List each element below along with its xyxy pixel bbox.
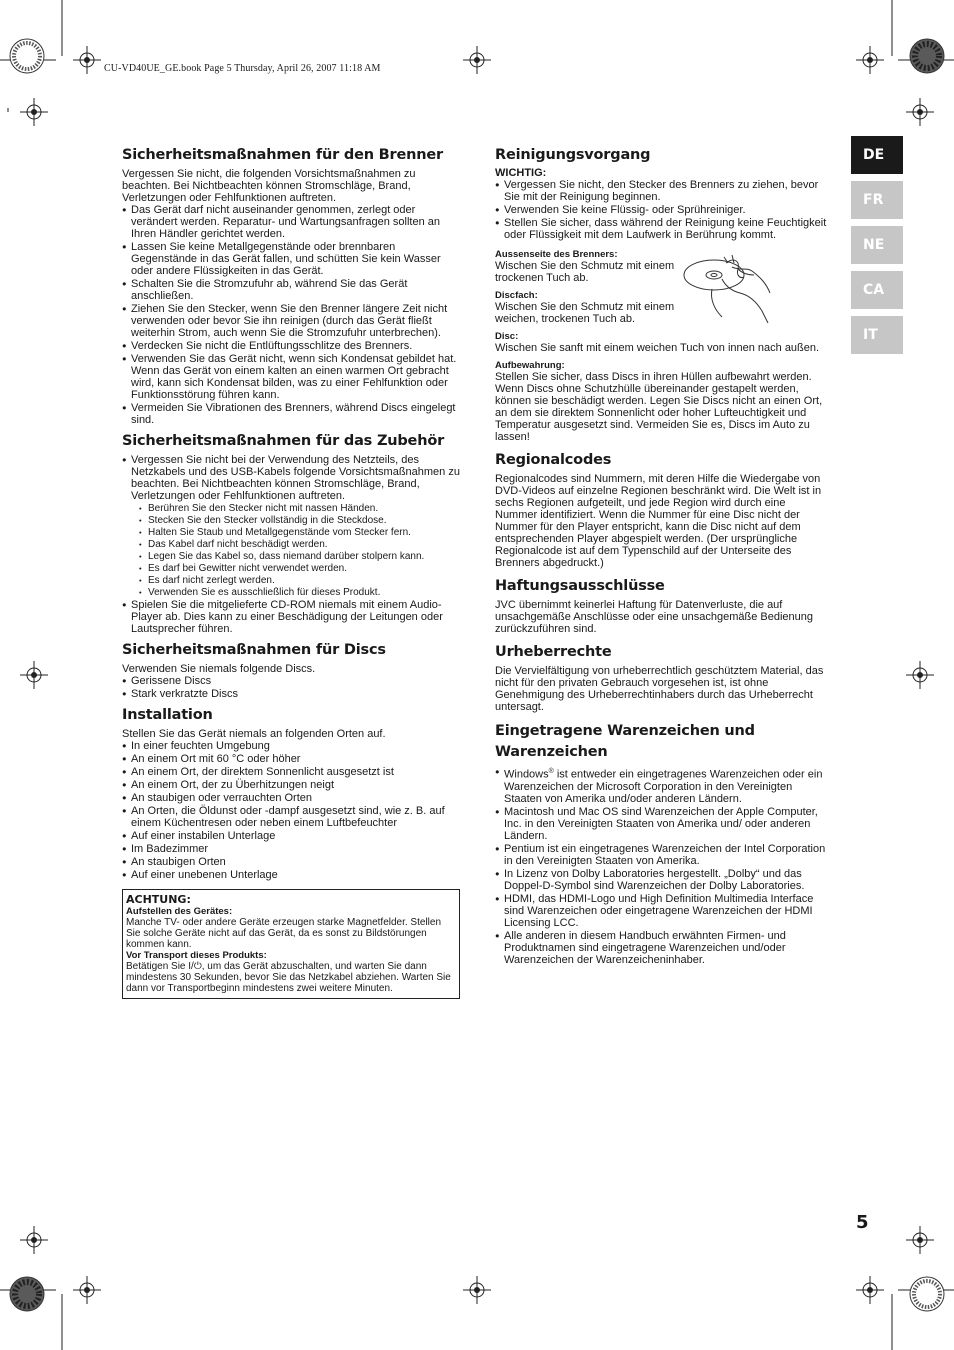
section-region-codes — [495, 451, 830, 569]
left-column — [122, 146, 460, 999]
sub-item: • Es darf bei Gewitter nicht verwendet werden. — [139, 563, 460, 574]
list-item: ● Ziehen Sie den Stecker, wenn Sie den Brenner längere Zeit nicht verwenden oder bevor Sie ihn reinigen (durch das Gerät fließt weiterhin Strom, auch wenn Sie die Stromzufuhr unterbrechen). — [122, 303, 460, 339]
list-item: ● An staubigen oder verrauchten Orten — [122, 792, 460, 804]
list-item: ● Im Badezimmer — [122, 843, 460, 855]
page-number: 5 — [856, 1212, 869, 1233]
list-item: ● Stark verkratzte Discs — [122, 688, 460, 700]
registered-mark: ® — [548, 768, 554, 775]
list-item: ● Verwenden Sie das Gerät nicht, wenn sich Kondensat gebildet hat. Wenn das Gerät von einem kalten an einen warmen Ort gebracht wird, kann sich Kondensat bilden, was zu einer Fehlfunktion oder Funktionsstörung führen kann. — [122, 353, 460, 401]
care-text: Wischen Sie sanft mit einem weichen Tuch von innen nach außen. — [495, 342, 820, 354]
tab-it[interactable]: IT — [851, 316, 903, 354]
caution-box — [122, 889, 460, 999]
sub-item: • Berühren Sie den Stecker nicht mit nassen Händen. — [139, 503, 460, 514]
important-label: WICHTIG: — [495, 167, 547, 179]
list-item: ● An Orten, die Öldunst oder -dampf ausgesetzt sind, wie z. B. auf einem Küchentresen oder neben einem Luftbefeuchter — [122, 805, 460, 829]
section-title: Installation — [122, 707, 213, 723]
intro-text: Verwenden Sie niemals folgende Discs. — [122, 663, 316, 675]
caution-subtitle: Aufstellen des Gerätes: — [126, 906, 233, 917]
list-item: ● Vermeiden Sie Vibrationen des Brenners, während Discs eingelegt sind. — [122, 402, 460, 426]
bullet-list — [495, 179, 830, 241]
caution-title: ACHTUNG: — [126, 893, 191, 906]
list-item: ● Stellen Sie sicher, dass während der Reinigung keine Feuchtigkeit oder Flüssigkeit mit dem Laufwerk in Berührung kommt. — [495, 217, 830, 241]
list-item: ● Verdecken Sie nicht die Entlüftungsschlitze des Brenners. — [122, 340, 460, 352]
body-text: JVC übernimmt keinerlei Haftung für Datenverluste, die auf unsachgemäße Anschlüsse oder eine unsachgemäße Bedienung zurückzuführen sind. — [495, 599, 813, 635]
care-subtitle: Aufbewahrung: — [495, 360, 565, 371]
bullet-list — [122, 675, 460, 700]
tab-fr[interactable]: FR — [851, 181, 903, 219]
section-title: Urheberrechte — [495, 644, 612, 660]
section-title: Eingetragene Warenzeichen und Warenzeichen — [495, 723, 755, 760]
list-item: ● Auf einer instabilen Unterlage — [122, 830, 460, 842]
list-item: ● In einer feuchten Umgebung — [122, 740, 460, 752]
section-title: Sicherheitsmaßnahmen für das Zubehör — [122, 433, 445, 449]
list-item: ● Schalten Sie die Stromzufuhr ab, während Sie das Gerät anschließen. — [122, 278, 460, 302]
item-text: Vergessen Sie nicht bei der Verwendung des Netzteils, des Netzkabels und des USB-Kabels folgende Vorsichtsmaßnahmen zu beachten. Bei Nichtbeachten können Stromschläge, Brand, Verletzungen oder Fehlfunktionen auftreten. — [131, 454, 460, 502]
list-item: ● Das Gerät darf nicht auseinander genommen, zerlegt oder verändert werden. Reparatur- und Wartungsanfragen sollten an Ihren Händler gerichtet werden. — [122, 204, 460, 240]
care-subtitle: Disc: — [495, 331, 519, 342]
care-text: Stellen Sie sicher, dass Discs in ihren Hüllen aufbewahrt werden. Wenn Discs ohne Schutzhülle übereinander gestapelt werden, können sie beschädigt werden. Legen Sie Discs nicht an einen Ort, an dem sie direktem Sonnenlicht oder hoher Lufteuchtigkeit und Temperatur ausgesetzt sind. Vermeiden Sie es, Discs im Auto zu lassen! — [495, 371, 823, 443]
section-title: Regionalcodes — [495, 452, 612, 468]
section-accessory-safety — [122, 432, 460, 635]
list-item: ● An einem Ort, der zu Überhitzungen neigt — [122, 779, 460, 791]
file-info-header: CU-VD40UE_GE.book Page 5 Thursday, April 26, 2007 11:18 AM — [104, 63, 381, 74]
list-item — [122, 454, 460, 598]
list-item: ● Lassen Sie keine Metallgegenstände oder brennbaren Gegenstände in das Gerät fallen, und schütten Sie kein Wasser oder andere Flüssigkeiten in das Gerät. — [122, 241, 460, 277]
right-column — [495, 146, 830, 972]
list-item: ● Auf einer unebenen Unterlage — [122, 869, 460, 881]
sub-item: • Verwenden Sie es ausschließlich für dieses Produkt. — [139, 587, 460, 598]
list-item — [495, 766, 830, 805]
section-trademarks — [495, 721, 830, 966]
intro-text: Vergessen Sie nicht, die folgenden Vorsichtsmaßnahmen zu beachten. Bei Nichtbeachten können Stromschläge, Brand, Verletzungen oder Fehlfunktionen auftreten. — [122, 168, 416, 204]
list-item: ● HDMI, das HDMI-Logo und High Definition Multimedia Interface sind Warenzeichen oder eingetragene Warenzeichen der HDMI Licensing LCC. — [495, 893, 830, 929]
windows-word: Windows — [504, 768, 549, 781]
caution-text: Manche TV- oder andere Geräte erzeugen starke Magnetfelder. Stellen Sie solche Geräte nicht auf das Gerät, da es sonst zu Bildstörungen kommen kann. — [126, 917, 442, 950]
bullet-list — [495, 766, 830, 966]
list-item: ● Pentium ist ein eingetragenes Warenzeichen der Intel Corporation in den Vereinigten Staaten von Amerika. — [495, 843, 830, 867]
care-subtitle: Aussenseite des Brenners: — [495, 249, 618, 260]
list-item: ● Macintosh und Mac OS sind Warenzeichen der Apple Computer, Inc. in den Vereinigten Staaten von Amerika und/ oder anderen Ländern. — [495, 806, 830, 842]
section-installation — [122, 706, 460, 881]
sub-item: • Legen Sie das Kabel so, dass niemand darüber stolpern kann. — [139, 551, 460, 562]
list-item: ● An staubigen Orten — [122, 856, 460, 868]
sub-item: • Stecken Sie den Stecker vollständig in die Steckdose. — [139, 515, 460, 526]
section-cleaning — [495, 146, 830, 443]
caution-subtitle: Vor Transport dieses Produkts: — [126, 950, 267, 961]
bullet-list — [122, 204, 460, 426]
list-item: ● In Lizenz von Dolby Laboratories hergestellt. „Dolby“ und das Doppel-D-Symbol sind Warenzeichen der Dolby Laboratories. — [495, 868, 830, 892]
care-text: Wischen Sie den Schmutz mit einem weichen, trockenen Tuch ab. — [495, 301, 675, 325]
list-item: ● Alle anderen in diesem Handbuch erwähnten Firmen- und Produktnamen sind eingetragene Warenzeichen und/oder Warenzeichen der Warenzeicheninhaber. — [495, 930, 830, 966]
list-item: ● An einem Ort, der direktem Sonnenlicht ausgesetzt ist — [122, 766, 460, 778]
section-copyright — [495, 643, 830, 713]
care-subtitle: Discfach: — [495, 290, 538, 301]
bullet-list — [122, 454, 460, 635]
section-title: Sicherheitsmaßnahmen für Discs — [122, 642, 386, 658]
tab-ne[interactable]: NE — [851, 226, 903, 264]
section-title: Haftungsausschlüsse — [495, 578, 665, 594]
list-item: ● Verwenden Sie keine Flüssig- oder Sprühreiniger. — [495, 204, 830, 216]
list-item: ● Vergessen Sie nicht, den Stecker des Brenners zu ziehen, bevor Sie mit der Reinigung beginnen. — [495, 179, 830, 203]
care-text: Wischen Sie den Schmutz mit einem trockenen Tuch ab. — [495, 260, 675, 284]
bullet-list — [122, 740, 460, 881]
tab-ca[interactable]: CA — [851, 271, 903, 309]
sub-item: • Halten Sie Staub und Metallgegenstände vom Stecker fern. — [139, 527, 460, 538]
item-text: ist entweder ein eingetragenes Warenzeichen oder ein Warenzeichen der Microsoft Corporation in den Vereinigten Staaten von Amerika und/oder anderen Ländern. — [504, 768, 823, 805]
list-item: ● An einem Ort mit 60 °C oder höher — [122, 753, 460, 765]
intro-text: Stellen Sie das Gerät niemals an folgenden Orten auf. — [122, 728, 386, 740]
sub-item: • Es darf nicht zerlegt werden. — [139, 575, 460, 586]
section-title: Sicherheitsmaßnahmen für den Brenner — [122, 147, 443, 163]
list-item: ● Spielen Sie die mitgelieferte CD-ROM niemals mit einem Audio-Player ab. Dies kann zu einer Beschädigung der Leitungen oder Lautsprecher führen. — [122, 599, 460, 635]
caution-text: Betätigen Sie I/⏻, um das Gerät abzuschalten, und warten Sie dann mindestens 30 Sekunden, bevor Sie das Netzkabel abziehen. Warten Sie dann vor Transportbeginn mindestens zwei weitere Minuten. — [126, 961, 451, 994]
body-text: Die Vervielfältigung von urheberrechtlich geschütztem Material, das nicht für den privaten Gebrauch vorgesehen ist, ist ohne Genehmigung des Urheberrechtinhabers durch das Urheberrecht untersagt. — [495, 665, 824, 713]
section-title: Reinigungsvorgang — [495, 147, 651, 163]
body-text: Regionalcodes sind Nummern, mit deren Hilfe die Wiedergabe von DVD-Videos auf einzelne Regionen beschränkt wird. Die Welt ist in sechs Regionen aufgeteilt, und jede Region wird durch eine Nummer identifiziert. Wenn die Nummer für eine Disc nicht der Nummer für den Player entspricht, kann die Disc nicht auf dem entsprechenden Player abgespielt werden. (Der ursprüngliche Regionalcode ist auf dem Typenschild auf der Unterseite des Brenners abgedruckt.) — [495, 473, 822, 569]
tab-de[interactable]: DE — [851, 136, 903, 174]
sub-item: • Das Kabel darf nicht beschädigt werden. — [139, 539, 460, 550]
language-tabs — [851, 136, 903, 361]
disc-cleaning-illustration — [682, 249, 774, 329]
section-disc-safety — [122, 641, 460, 700]
sub-list — [139, 503, 460, 598]
section-burner-safety — [122, 146, 460, 426]
care-block — [495, 249, 830, 443]
section-disclaimer — [495, 577, 830, 635]
list-item: ● Gerissene Discs — [122, 675, 460, 687]
